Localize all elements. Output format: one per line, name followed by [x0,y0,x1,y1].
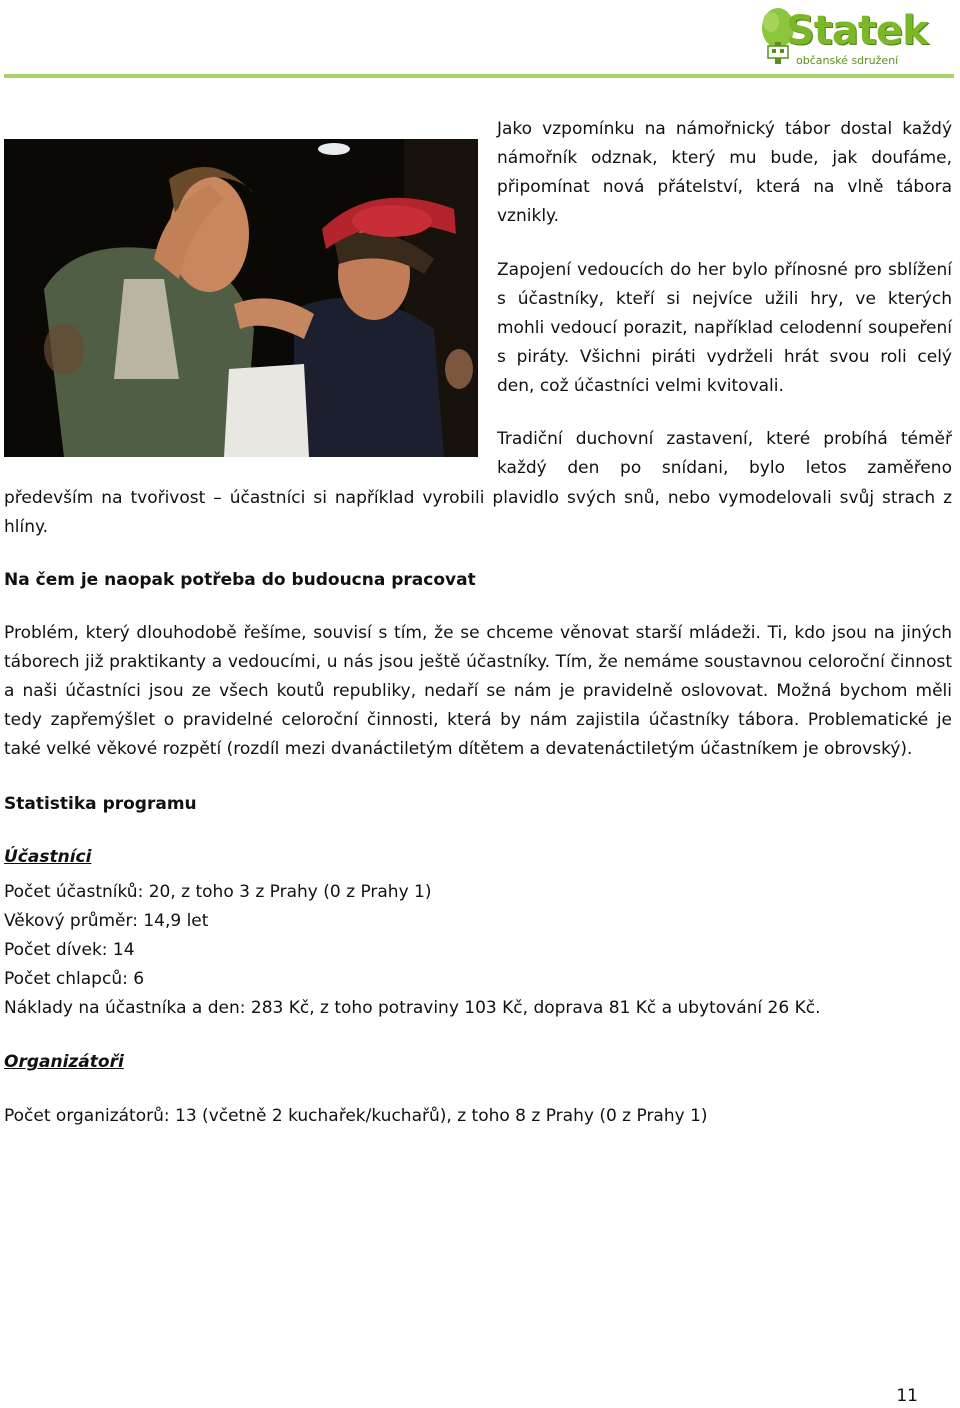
heading-statistics: Statistika programu [4,794,197,814]
paragraph-leaders: Zapojení vedoucích do her bylo přínosné pro sblížení s účastníky, kteří si nejvíce užili hry, ve kterých mohli vedoucí porazit, například celodenní soupeření s piráty. Všichni piráti vydrželi hrát svou roli celý den, což účastníci velmi kvitovali. [497,260,952,396]
heading-organizers: Organizátoři [4,1052,124,1072]
statek-logo [756,4,928,74]
stat-average-age: Věkový průměr: 14,9 let [4,911,209,931]
heading-improvements: Na čem je naopak potřeba do budoucna pracovat [4,570,476,590]
stat-costs: Náklady na účastníka a den: 283 Kč, z toho potraviny 103 Kč, doprava 81 Kč a ubytování 26 Kč. [4,998,821,1018]
paragraph-spiritual-start: Tradiční duchovní zastavení, které probíhá téměř každý den po snídani, bylo letos zaměřeno [497,429,952,478]
logo-subtitle: občanské sdružení [796,54,899,67]
paragraph-problems: Problém, který dlouhodobě řešíme, souvisí s tím, že se chceme věnovat starší mládeži. Ti, kdo jsou na jiných táborech již praktikanty a vedoucími, u nás jsou ještě účastníky. Tím, že nemáme soustavnou celoroční činnost a naši účastníci jsou ze všech koutů republiky, nedaří se nám je pravidelně oslovovat. Možná bychom měli tedy zapřemýšlet o pravidelné celoroční činnosti, která by nám zajistila účastníky tábora. Problematické je také velké věkové rozpětí (rozdíl mezi dvanáctiletým dítětem a devatenáctiletým účastníkem je obrovský). [4,623,952,759]
stat-girls-count: Počet dívek: 14 [4,940,135,960]
paragraph-spiritual-rest: především na tvořivost – účastníci si například vyrobili plavidlo svých snů, nebo vymodelovali svůj strach z hlíny. [4,488,952,537]
logo-wordmark: Statek [786,8,928,54]
header-divider [4,74,954,78]
heading-participants: Účastníci [4,847,92,867]
stat-boys-count: Počet chlapců: 6 [4,969,145,989]
paragraph-badge: Jako vzpomínku na námořnický tábor dostal každý námořník odznak, který mu bude, jak doufáme, připomínat nová přátelství, která na vlně tábora vznikly. [497,119,952,226]
stat-participant-count: Počet účastníků: 20, z toho 3 z Prahy (0 z Prahy 1) [4,882,432,902]
camp-photo [4,139,478,457]
stat-organizer-count: Počet organizátorů: 13 (včetně 2 kuchařek/kuchařů), z toho 8 z Prahy (0 z Prahy 1) [4,1106,708,1126]
page-number: 11 [896,1386,918,1406]
participant-stats-list [4,878,820,1023]
